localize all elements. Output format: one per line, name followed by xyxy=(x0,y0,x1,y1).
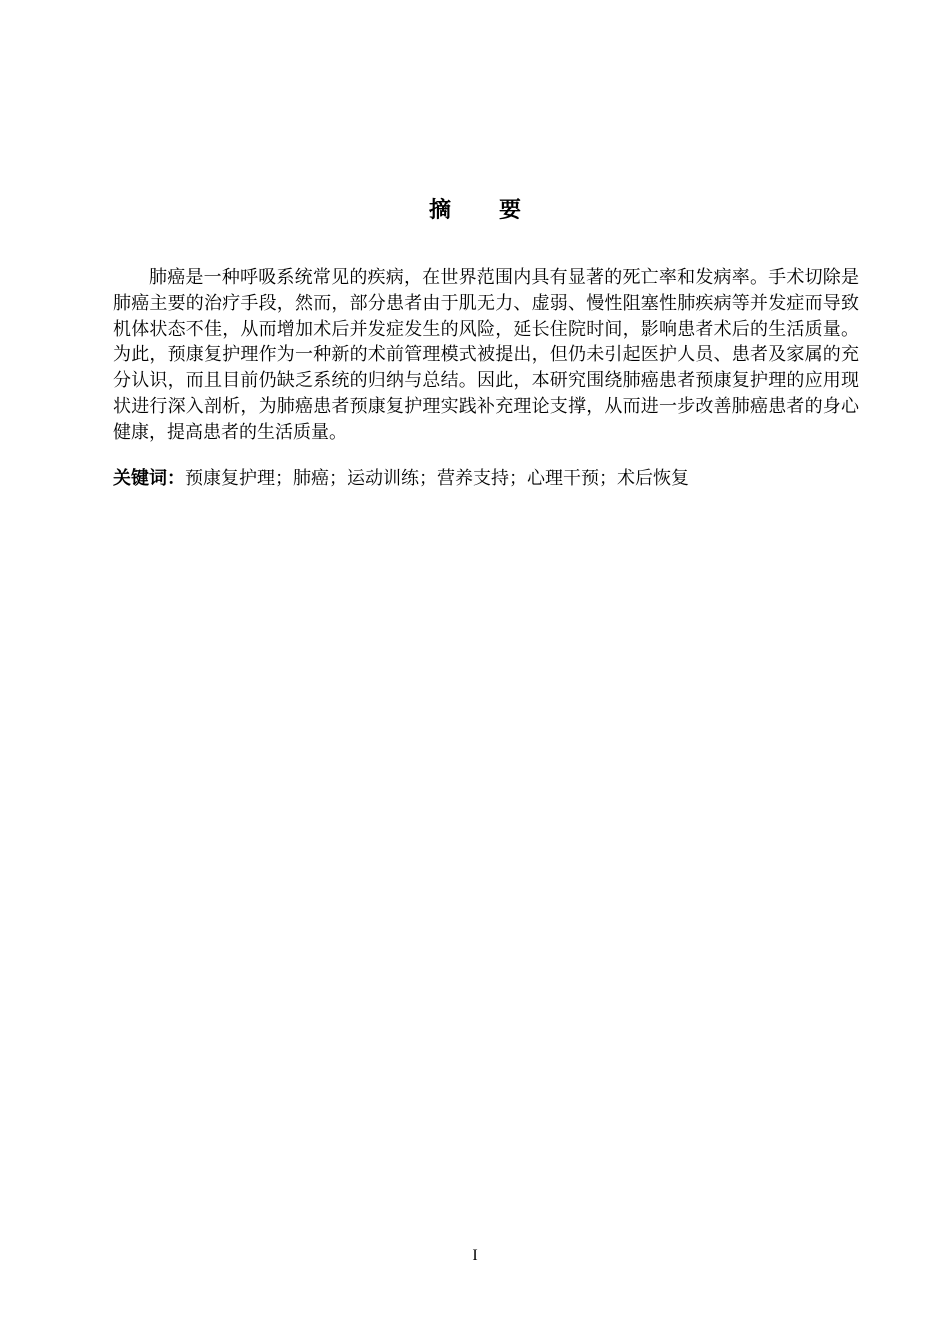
abstract-body: 肺癌是一种呼吸系统常见的疾病，在世界范围内具有显著的死亡率和发病率。手术切除是肺癌主要的治疗手段，然而，部分患者由于肌无力、虚弱、慢性阻塞性肺疾病等并发症而导致机体状态不佳，从而增加术后并发症发生的风险，延长住院时间，影响患者术后的生活质量。为此，预康复护理作为一种新的术前管理模式被提出，但仍未引起医护人员、患者及家属的充分认识，而且目前仍缺乏系统的归纳与总结。因此，本研究围绕肺癌患者预康复护理的应用现状进行深入剖析，为肺癌患者预康复护理实践补充理论支撑，从而进一步改善肺癌患者的身心健康，提高患者的生活质量。 xyxy=(113,267,859,443)
abstract-title: 摘要 xyxy=(428,198,569,223)
keywords-list: 预康复护理；肺癌；运动训练；营养支持；心理干预；术后恢复 xyxy=(185,468,689,489)
page-number: I xyxy=(472,1247,478,1264)
keywords-line xyxy=(113,466,859,492)
keywords-label: 关键词： xyxy=(113,468,185,489)
